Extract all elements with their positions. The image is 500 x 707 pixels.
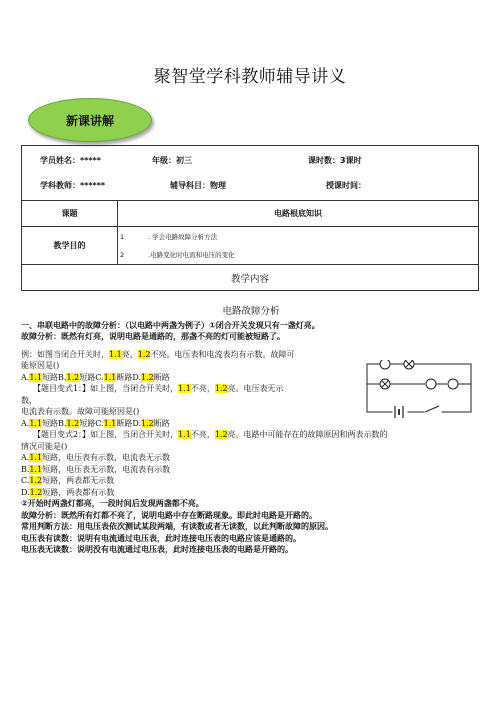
text: 断路D. (116, 372, 142, 382)
text: 例：如图当闭合开关时， (21, 349, 109, 359)
goal-num: 2 (120, 250, 125, 259)
voltmeter-no-reading-text: 电压表无读数：说明没有电流通过电压表，此时连接电压表的电路是开路的。 (21, 545, 293, 554)
variant-2-option-a (21, 452, 481, 464)
topic-value: 电路根底知识 (118, 201, 479, 227)
text: D. (21, 487, 30, 497)
text: A. (21, 372, 30, 382)
goal-list (118, 227, 479, 265)
topic-label: 课题 (22, 201, 118, 227)
student-value: ***** (80, 156, 101, 165)
variant-1-line3: 电流表有示数。故障可能原因是() (21, 407, 140, 416)
text: 亮。电路中可能存在的故障原因和两表示数的 (227, 430, 388, 439)
lamp-label: 1.1 (29, 418, 43, 428)
lamp-label: 1.2 (141, 372, 154, 382)
variant-2 (21, 429, 481, 441)
variant-2-line2: 情况可能是() (21, 441, 68, 451)
voltmeter-reading-text: 电压表有读数：说明有电流通过电压表，此时连接电压表的电路应该是通路的。 (21, 533, 301, 543)
lamp-label: 1.1 (178, 384, 191, 393)
heading-1: 一、串联电路中的故障分析：（以电路中两盏为例子）①闭合开关发现只有一盏灯亮。 (21, 320, 320, 330)
text: 短路C. (79, 372, 104, 382)
text: A. (21, 453, 30, 462)
section-badge: 新课讲解 (28, 98, 152, 142)
hours-label: 课时数： (308, 156, 340, 165)
analysis-1: 故障分析：既然有灯亮，说明电路是通路的，那盏不亮的灯可能被短路了。 (21, 332, 285, 341)
switch-gap (425, 408, 441, 416)
goal-num: 1 (120, 232, 125, 241)
student-label: 学员姓名： (40, 156, 80, 165)
teacher-value: ****** (80, 181, 106, 190)
content-label: 教学内容 (22, 265, 479, 291)
text: 亮。电压表无示 (227, 384, 284, 393)
heading-2: ②开始时两盏灯都亮，一段时间后发现两盏都不亮。 (21, 499, 204, 508)
lamp-label: 1.1 (103, 372, 117, 382)
info-line-2 (40, 173, 478, 198)
time-label: 授课时间： (326, 181, 366, 190)
example-1 (21, 349, 481, 361)
page-title: 聚智堂学科教师辅导讲义 (153, 67, 347, 87)
info-line-1 (40, 148, 478, 173)
text: 短路，两表都无示数 (42, 476, 115, 485)
lamp-label: 1.2 (214, 430, 228, 439)
text: 亮， (121, 349, 138, 359)
text: 短路，电压表无示数，电流表有示数 (42, 464, 171, 474)
lamp-label: 1.1 (29, 464, 43, 474)
text: 短路B. (42, 372, 67, 382)
variant-2-option-d (21, 487, 481, 499)
lesson-info-table (21, 145, 479, 291)
lamp-label: 1.1 (29, 453, 43, 462)
text: 不亮， (190, 384, 215, 393)
goal-text: . 学会电路故障分析方法 (148, 233, 218, 241)
lamp-label: 1.2 (29, 487, 43, 497)
ammeter-icon (448, 379, 458, 389)
lamp-label: 1.2 (66, 372, 80, 382)
goal-item (120, 246, 478, 264)
lamp-label: 1.1 (178, 430, 191, 439)
lamp-label: 1.2 (66, 418, 80, 428)
lamp-label: 1.2 (214, 384, 228, 393)
circuit-diagram (363, 360, 475, 418)
document-body (21, 306, 481, 556)
text: 断路 (153, 418, 170, 428)
method-text: 常用判断方法：用电压表依次测试某段两端，有读数或者无读数，以此判断故障的原因。 (21, 522, 333, 531)
text: 断路D. (116, 418, 142, 428)
text: 断路 (153, 372, 170, 382)
lamp-label: 1.1 (109, 349, 122, 359)
text: B. (21, 464, 30, 474)
grade-label: 年级： (152, 156, 176, 165)
text: A. (21, 418, 30, 428)
teacher-label: 学科教师： (40, 181, 80, 190)
lamp-label: 1.2 (141, 418, 154, 428)
text: 短路，电压表有示数，电流表无示数 (42, 453, 171, 462)
student-info-cell (22, 146, 479, 201)
text: 短路C. (79, 418, 104, 428)
lamp-label: 1.1 (103, 418, 117, 428)
text: C. (21, 476, 30, 485)
lamp-label: 1.2 (137, 349, 151, 359)
section-title: 电路故障分析 (222, 306, 280, 317)
text: 短路，两表都有示数 (42, 487, 115, 497)
lamp-label: 1.2 (29, 476, 43, 485)
text: 不亮。电压表和电流表均有示数。故障可 (150, 349, 295, 359)
lamp-label: 1.1 (29, 372, 43, 382)
analysis-2: 故障分析：既然所有灯都不亮了，说明电路中存在断路现象。即此时电路是开路的。 (21, 510, 317, 520)
text: 短路B. (42, 418, 67, 428)
goal-item (120, 228, 478, 246)
variant-1-options (21, 418, 481, 430)
example-1-line2: 能原因是() (21, 361, 60, 370)
text: 不亮， (190, 430, 215, 439)
hours-value: 3课时 (340, 156, 362, 165)
variant-2-option-c (21, 475, 481, 487)
text: 【题目变式1：】如上图，当闭合开关时， (33, 384, 179, 393)
subject-value: 物理 (210, 181, 226, 190)
variant-2-option-b (21, 464, 481, 476)
subject-label: 辅导科目： (170, 181, 210, 190)
goal-text: .电路变化时电流和电压的变化 (148, 251, 235, 259)
text: 【题目变式2：】如上图，当闭合开关时， (33, 430, 179, 439)
voltmeter-icon (426, 379, 436, 389)
grade-value: 初三 (176, 156, 192, 165)
variant-1-line2: 数， (21, 395, 37, 405)
goal-label: 教学目的 (22, 227, 118, 265)
voltmeter-icon (380, 360, 390, 369)
